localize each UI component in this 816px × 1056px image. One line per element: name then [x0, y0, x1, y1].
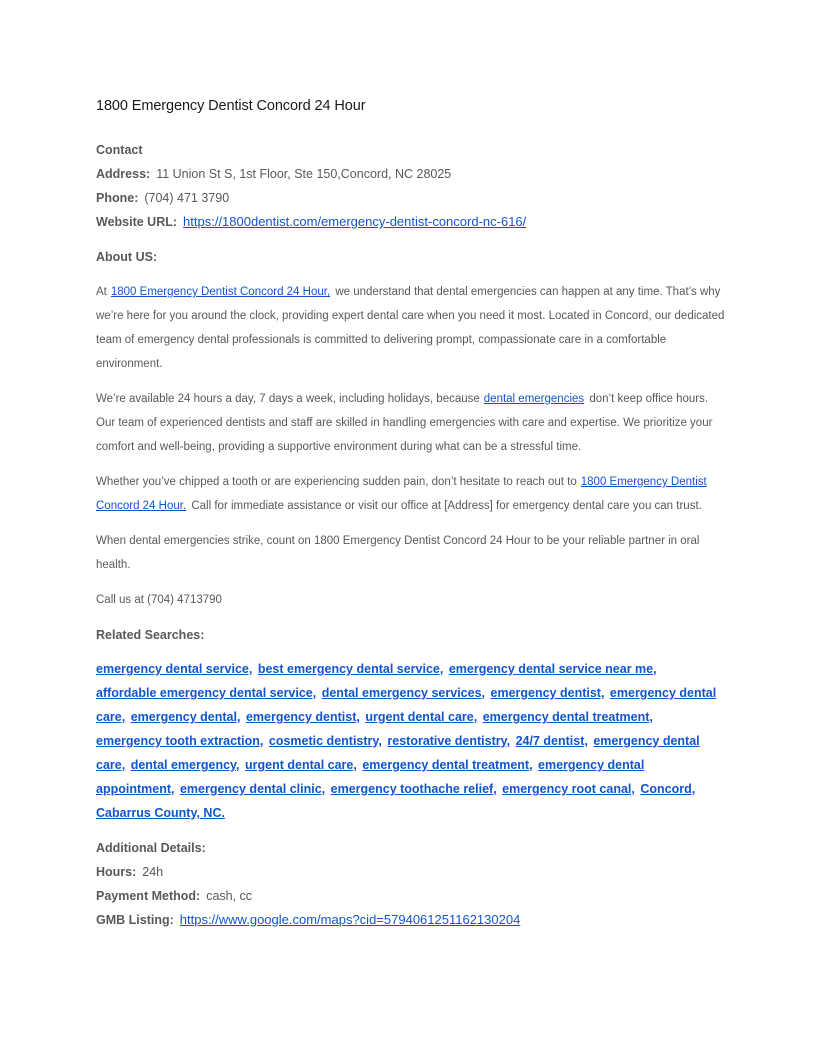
related-search-link[interactable]: best emergency dental service,	[257, 662, 444, 676]
about-paragraph-3	[96, 470, 726, 518]
related-search-link[interactable]: emergency toothache relief,	[330, 782, 497, 796]
document-title: 1800 Emergency Dentist Concord 24 Hour	[96, 98, 366, 114]
related-search-link[interactable]: emergency dental treatment,	[362, 758, 533, 772]
hours-label: Hours:	[96, 865, 137, 879]
related-search-link[interactable]: emergency dental care,	[96, 686, 717, 724]
hours-value: 24h	[142, 865, 164, 879]
about-p1-link[interactable]: 1800 Emergency Dentist Concord 24 Hour,	[110, 286, 331, 298]
about-p3-text-after: Call for immediate assistance or visit our office at [Address] for emergency dental care you can trust.	[191, 500, 702, 512]
related-search-link[interactable]: emergency dental,	[130, 710, 241, 724]
address-value: 11 Union St S, 1st Floor, Ste 150,Concord, NC 28025	[156, 167, 452, 181]
related-search-link[interactable]: emergency dental appointment,	[96, 758, 645, 796]
related-search-link[interactable]: restorative dentistry,	[387, 734, 511, 748]
related-search-link[interactable]: dental emergency,	[130, 758, 240, 772]
phone-row	[96, 186, 726, 210]
related-search-link[interactable]: emergency dental service near me,	[448, 662, 657, 676]
related-searches-heading: Related Searches:	[96, 628, 205, 642]
about-paragraph-4: When dental emergencies strike, count on 1800 Emergency Dentist Concord 24 Hour to be your reliable partner in oral health.	[96, 535, 700, 571]
related-search-link[interactable]: urgent dental care,	[245, 758, 357, 772]
document-page	[96, 96, 726, 932]
phone-label: Phone:	[96, 191, 139, 205]
related-search-link[interactable]: emergency dentist,	[490, 686, 605, 700]
about-p1-text-before: At	[96, 286, 107, 298]
address-row	[96, 162, 726, 186]
dental-emergencies-link[interactable]: dental emergencies	[483, 393, 585, 405]
related-search-link[interactable]: 24/7 dentist,	[515, 734, 588, 748]
related-search-link[interactable]: emergency dental treatment,	[482, 710, 653, 724]
about-heading: About US:	[96, 250, 158, 264]
address-label: Address:	[96, 167, 151, 181]
payment-row	[96, 884, 726, 908]
payment-label: Payment Method:	[96, 889, 201, 903]
website-label: Website URL:	[96, 215, 178, 229]
website-link[interactable]: https://1800dentist.com/emergency-dentist-concord-nc-616/	[183, 214, 527, 229]
about-p2-text-after: don’t keep office hours. Our team of experienced dentists and staff are skilled in handling emergencies with care and expertise. We prioritize your comfort and well-being, providing a supportive environment during what can be a stressful time.	[96, 393, 713, 453]
about-p1-text-after: we understand that dental emergencies can happen at any time. That’s why we’re here for you around the clock, providing expert dental care when you need it most. Located in Concord, our dedicated team of emergency dental professionals is committed to delivering prompt, compassionate care in a comfortable environment.	[96, 286, 725, 370]
related-search-link[interactable]: cosmetic dentistry,	[268, 734, 382, 748]
about-p2-text-before: We’re available 24 hours a day, 7 days a week, including holidays, because	[96, 393, 480, 405]
about-p3-link[interactable]: 1800 Emergency Dentist Concord 24 Hour.	[96, 476, 707, 512]
related-search-link[interactable]: emergency dental clinic,	[179, 782, 326, 796]
related-searches-list	[96, 657, 721, 825]
related-search-link[interactable]: emergency root canal,	[502, 782, 635, 796]
about-p3-text-before: Whether you’ve chipped a tooth or are experiencing sudden pain, don’t hesitate to reach out to	[96, 476, 577, 488]
related-search-link[interactable]: urgent dental care,	[365, 710, 478, 724]
gmb-link[interactable]: https://www.google.com/maps?cid=5794061251162130204	[179, 912, 521, 927]
related-search-link[interactable]: emergency dental care,	[96, 734, 700, 772]
about-paragraph-2	[96, 387, 726, 459]
gmb-label: GMB Listing:	[96, 913, 174, 927]
related-search-link[interactable]: affordable emergency dental service,	[96, 686, 317, 700]
related-search-link[interactable]: dental emergency services,	[321, 686, 486, 700]
related-search-link[interactable]: emergency dental service,	[96, 662, 253, 676]
website-row	[96, 210, 726, 234]
about-paragraph-1	[96, 280, 726, 376]
related-search-link[interactable]: emergency tooth extraction,	[96, 734, 264, 748]
hours-row	[96, 860, 726, 884]
additional-details-heading: Additional Details:	[96, 841, 206, 855]
payment-value: cash, cc	[206, 889, 253, 903]
gmb-row	[96, 908, 726, 932]
related-search-link[interactable]: Concord, Cabarrus County, NC.	[96, 782, 696, 820]
related-search-link[interactable]: emergency dentist,	[245, 710, 360, 724]
contact-heading: Contact	[96, 143, 143, 157]
call-us-text: Call us at (704) 4713790	[96, 594, 222, 606]
phone-value: (704) 471 3790	[144, 191, 230, 205]
